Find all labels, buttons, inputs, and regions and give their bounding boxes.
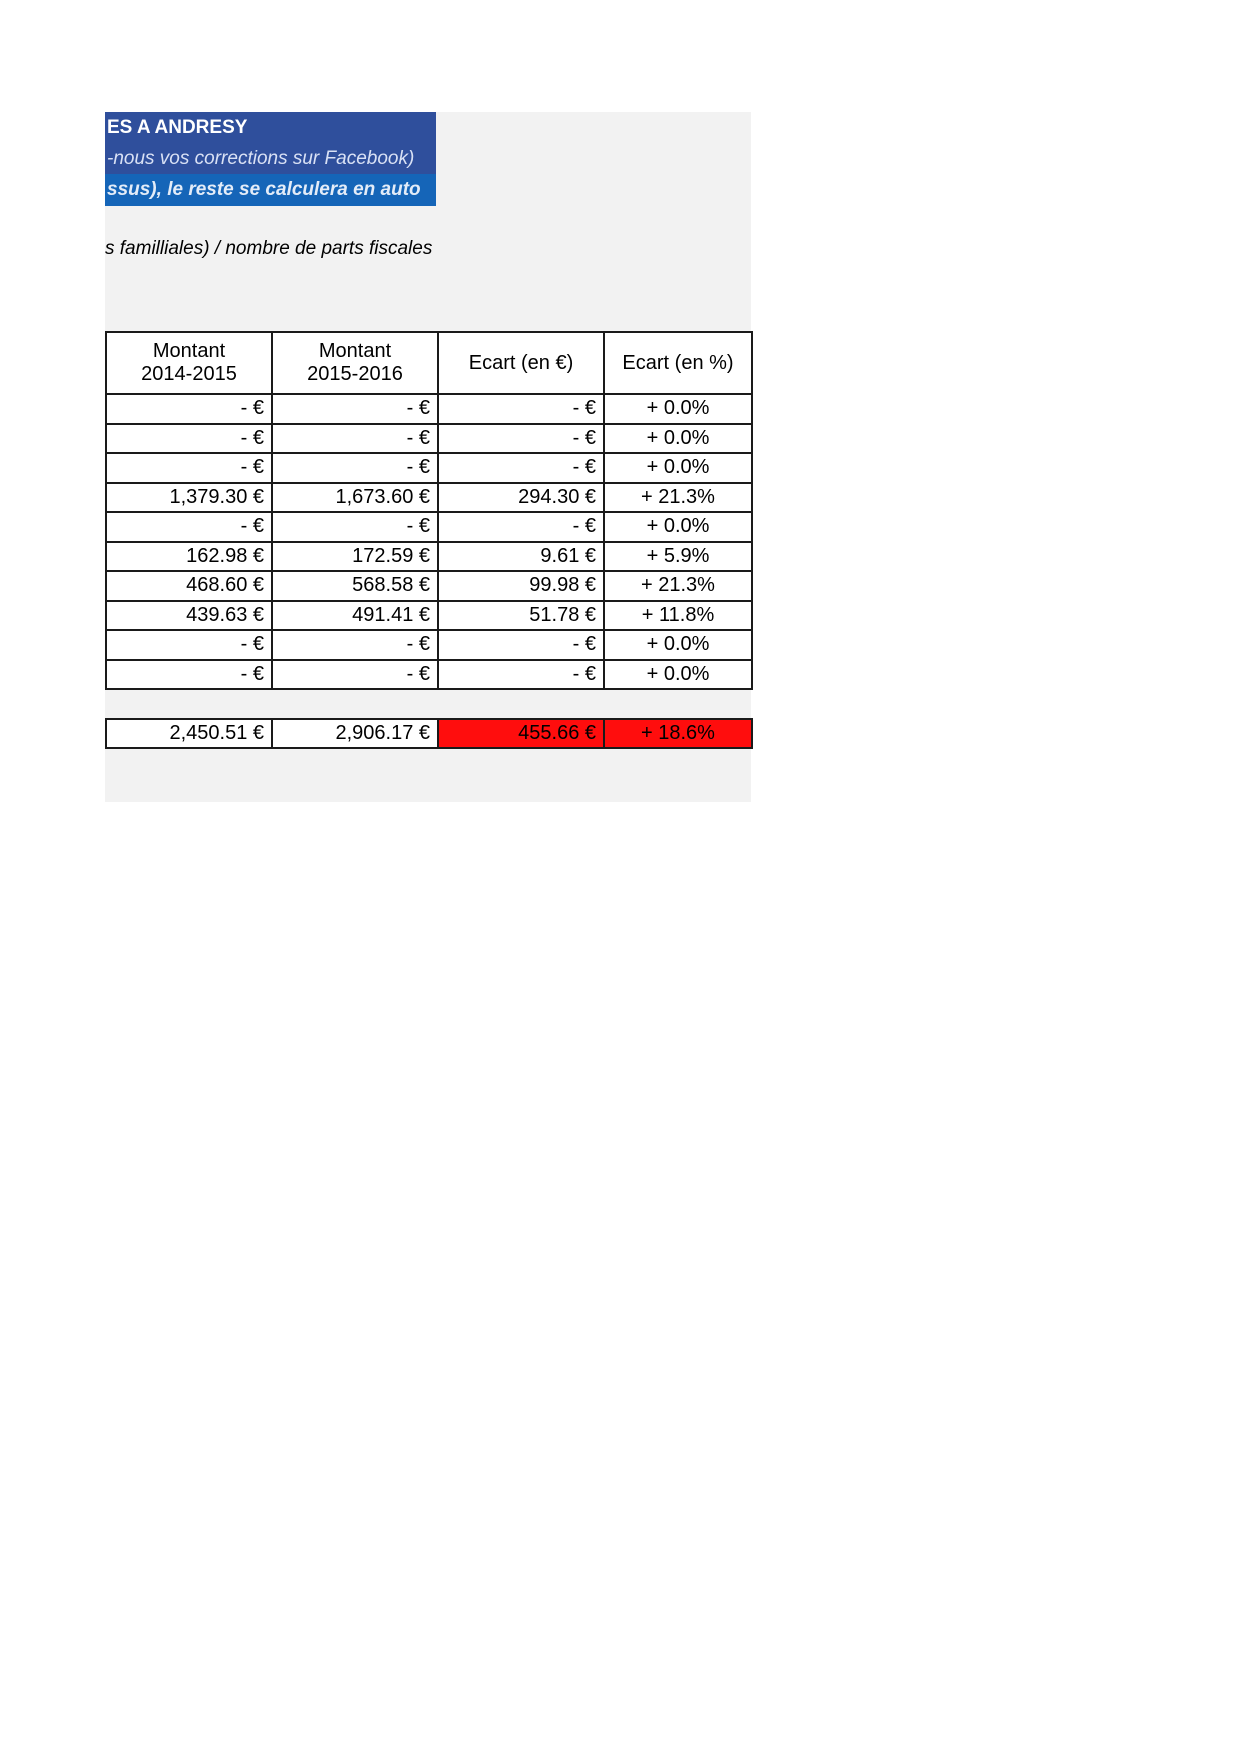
cell-amount-2015-2016: - € (272, 394, 438, 424)
cell-amount-2014-2015: - € (106, 630, 272, 660)
cell-amount-2015-2016: - € (272, 660, 438, 690)
cell-amount-2015-2016: 491.41 € (272, 601, 438, 631)
header-line: Montant (152, 340, 226, 362)
cell-amount-2015-2016: - € (272, 630, 438, 660)
table-body (106, 394, 752, 748)
header-gap-euro (438, 332, 604, 394)
cell-gap-euro: - € (438, 630, 604, 660)
cell-amount-2014-2015: 1,379.30 € (106, 483, 272, 513)
cell-amount-2015-2016: 568.58 € (272, 571, 438, 601)
header-row (106, 332, 752, 394)
header-amount-2015-2016 (272, 332, 438, 394)
cell-amount-2014-2015: - € (106, 453, 272, 483)
cell-amount-2015-2016: 1,673.60 € (272, 483, 438, 513)
cell-gap-percent: + 21.3% (604, 483, 752, 513)
table-row (106, 394, 752, 424)
total-2015-2016: 2,906.17 € (272, 719, 438, 749)
total-row (106, 719, 752, 749)
spacer-cell (106, 689, 752, 719)
header-line: Montant (318, 340, 392, 362)
cell-gap-percent: + 0.0% (604, 630, 752, 660)
header-line: 2015-2016 (307, 363, 403, 385)
cell-amount-2014-2015: 162.98 € (106, 542, 272, 572)
title-banner: ES A ANDRESY (105, 112, 436, 143)
cell-amount-2014-2015: - € (106, 424, 272, 454)
table-row (106, 512, 752, 542)
total-2014-2015: 2,450.51 € (106, 719, 272, 749)
cell-gap-percent: + 11.8% (604, 601, 752, 631)
table-row (106, 660, 752, 690)
cell-gap-percent: + 0.0% (604, 453, 752, 483)
cell-gap-euro: 99.98 € (438, 571, 604, 601)
spacer-row (106, 689, 752, 719)
header-line: Ecart (en €) (468, 351, 574, 374)
table-row (106, 542, 752, 572)
table-row (106, 483, 752, 513)
cell-amount-2015-2016: - € (272, 453, 438, 483)
cell-gap-percent: + 0.0% (604, 660, 752, 690)
header-line: Ecart (en %) (622, 351, 734, 374)
cell-gap-percent: + 0.0% (604, 394, 752, 424)
header-amount-2014-2015 (106, 332, 272, 394)
comparison-table (105, 331, 753, 749)
cell-amount-2014-2015: 439.63 € (106, 601, 272, 631)
table-row (106, 630, 752, 660)
total-gap-percent: + 18.6% (604, 719, 752, 749)
cell-gap-euro: - € (438, 512, 604, 542)
instruction-banner: ssus), le reste se calculera en auto (105, 174, 436, 206)
table-row (106, 453, 752, 483)
table-row (106, 424, 752, 454)
cell-gap-euro: - € (438, 424, 604, 454)
cell-gap-euro: 294.30 € (438, 483, 604, 513)
cell-gap-euro: - € (438, 394, 604, 424)
table-row (106, 601, 752, 631)
cell-amount-2015-2016: - € (272, 424, 438, 454)
cell-gap-euro: - € (438, 660, 604, 690)
cell-amount-2014-2015: - € (106, 512, 272, 542)
cell-gap-euro: 9.61 € (438, 542, 604, 572)
cell-gap-percent: + 0.0% (604, 512, 752, 542)
cell-gap-percent: + 0.0% (604, 424, 752, 454)
cell-amount-2015-2016: 172.59 € (272, 542, 438, 572)
cell-gap-percent: + 21.3% (604, 571, 752, 601)
cell-gap-euro: 51.78 € (438, 601, 604, 631)
cell-gap-euro: - € (438, 453, 604, 483)
formula-note: s familliales) / nombre de parts fiscales (105, 238, 433, 259)
cell-amount-2015-2016: - € (272, 512, 438, 542)
cell-amount-2014-2015: - € (106, 394, 272, 424)
cell-gap-percent: + 5.9% (604, 542, 752, 572)
cell-amount-2014-2015: 468.60 € (106, 571, 272, 601)
subtitle-banner: -nous vos corrections sur Facebook) (105, 143, 436, 174)
header-line: 2014-2015 (141, 363, 237, 385)
header-gap-percent (604, 332, 752, 394)
table-row (106, 571, 752, 601)
cell-amount-2014-2015: - € (106, 660, 272, 690)
total-gap-euro: 455.66 € (438, 719, 604, 749)
